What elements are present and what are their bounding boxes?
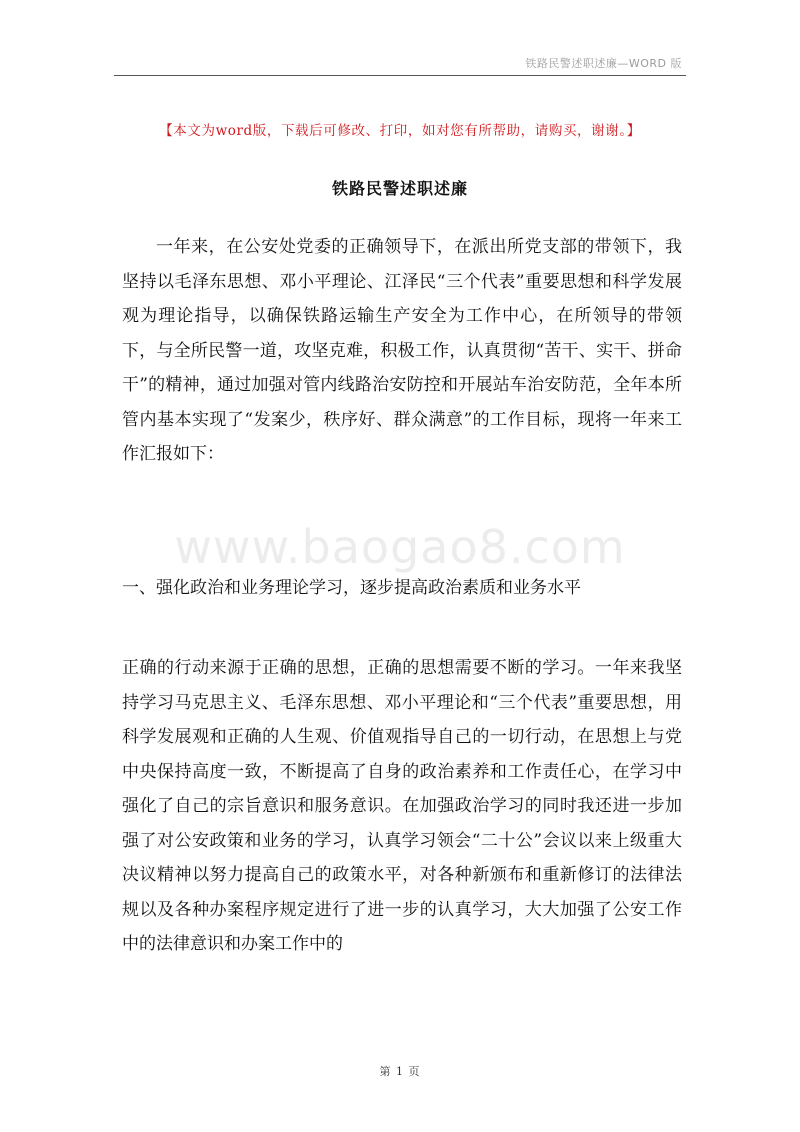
page-number: 第 1 页	[379, 1065, 421, 1078]
intro-paragraph: 一年来，在公安处党委的正确领导下，在派出所党支部的带领下，我坚持以毛泽东思想、邓小平理论、江泽民“三个代表”重要思想和科学发展观为理论指导，以确保铁路运输生产安全为工作中心，在所领导的带领下，与全所民警一道，攻坚克难，积极工作，认真贯彻“苦干、实干、拼命干”的精神，通过加强对管内线路治安防控和开展站车治安防范，全年本所管内基本实现了“发案少，秩序好、群众满意”的工作目标，现将一年来工作汇报如下：	[122, 237, 682, 464]
running-header-title: 铁路民警述职述廉—WORD 版	[525, 57, 682, 70]
section-1-paragraph: 正确的行动来源于正确的思想，正确的思想需要不断的学习。一年来我坚持学习马克思主义、毛泽东思想、邓小平理论和“三个代表”重要思想，用科学发展观和正确的人生观、价值观指导自己的一切行动，在思想上与党中央保持高度一致，不断提高了自身的政治素养和工作责任心，在学习中强化了自己的宗旨意识和服务意识。在加强政治学习的同时我还进一步加强了对公安政策和业务的学习，认真学习领会“二十公”会议以来上级重大决议精神以努力提高自己的政策水平，对各种新颁布和重新修订的法律法规以及各种办案程序规定进行了进一步的认真学习，大大加强了公安工作中的法律意识和办案工作中的	[122, 658, 682, 954]
header-divider	[114, 75, 686, 76]
document-title: 铁路民警述职述廉	[331, 179, 468, 198]
section-heading-1: 一、强化政治和业务理论学习，逐步提高政治素质和业务水平	[122, 578, 581, 598]
watermark-text: www.baogao8.com	[174, 520, 626, 574]
purchase-notice: 【本文为word版，下载后可修改、打印，如对您有所帮助，请购买，谢谢。】	[159, 123, 641, 139]
